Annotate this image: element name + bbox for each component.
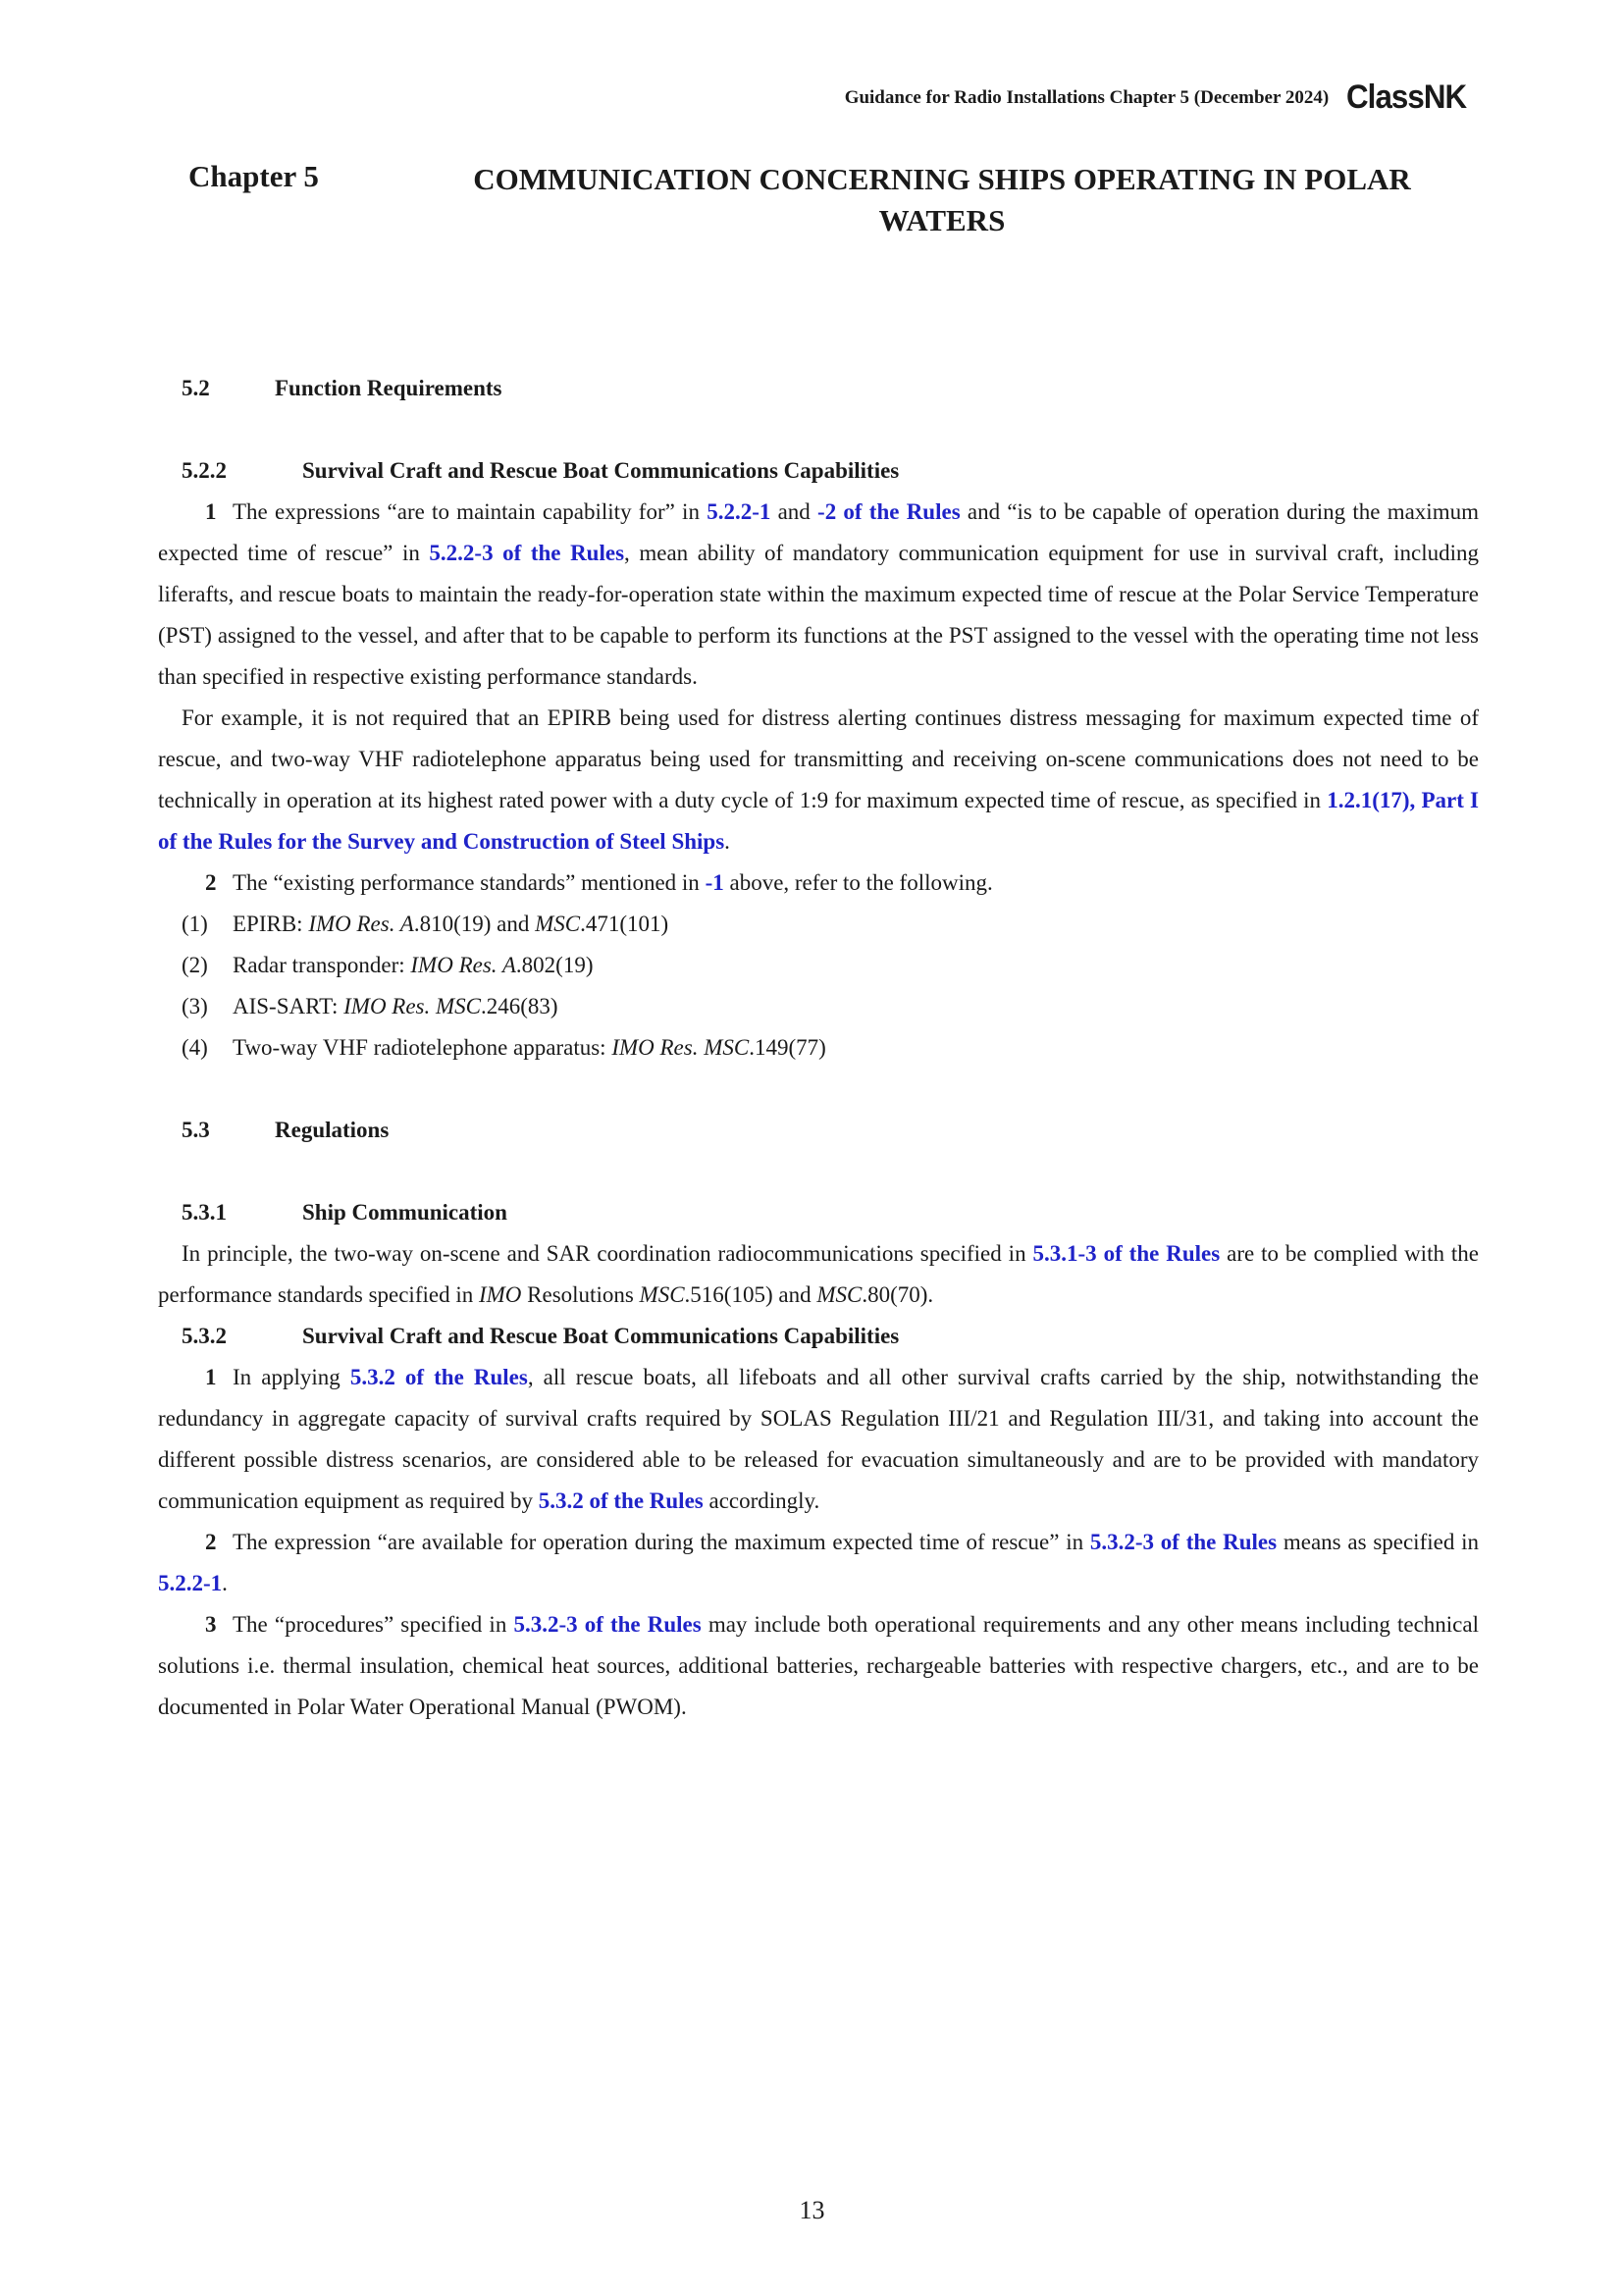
list-item [158, 1027, 1479, 1069]
chapter-heading [188, 159, 1464, 241]
text: .471(101) [580, 912, 669, 936]
text: may include both operational requirements and any other means including technical solutions i.e. thermal insulation, chemical heat sources, additional batteries, rechargeable batteries with respective chargers, etc., and are to be documented in Polar Water Operational Manual (PWOM). [158, 1612, 1479, 1719]
section-number: 5.2.2 [182, 458, 227, 483]
section-heading-5-2 [158, 368, 1479, 409]
text: .80(70). [862, 1282, 934, 1307]
paragraph-5-2-2-2 [158, 862, 1479, 904]
section-title: Ship Communication [302, 1200, 507, 1225]
italic-text: IMO Res. MSC [611, 1035, 750, 1060]
list-item [158, 986, 1479, 1027]
italic-text: MSC [535, 912, 581, 936]
section-title: Survival Craft and Rescue Boat Communications Capabilities [302, 458, 900, 483]
italic-text: MSC [816, 1282, 863, 1307]
paragraph-5-3-2-1 [158, 1357, 1479, 1522]
text: The “existing performance standards” mentioned in [233, 870, 706, 895]
italic-text: IMO Res. MSC [343, 994, 482, 1018]
paragraph-number: 1 [205, 499, 217, 524]
paragraph-5-2-2-1 [158, 492, 1479, 698]
text: The expression “are available for operation during the maximum expected time of rescue” in [233, 1530, 1090, 1554]
paragraph-number: 2 [205, 1530, 217, 1554]
list-item [158, 945, 1479, 986]
rule-link[interactable]: 5.3.1-3 of the Rules [1032, 1241, 1221, 1266]
paragraph-5-3-2-2 [158, 1522, 1479, 1604]
section-heading-5-3-1 [158, 1192, 1479, 1233]
chapter-title: COMMUNICATION CONCERNING SHIPS OPERATING IN POLAR WATERS [473, 162, 1411, 237]
text: and [770, 499, 818, 524]
rule-link[interactable]: 5.3.2-3 of the Rules [1089, 1530, 1278, 1554]
text: .516(105) and [684, 1282, 817, 1307]
section-heading-5-3 [158, 1110, 1479, 1151]
section-title: Survival Craft and Rescue Boat Communications Capabilities [302, 1324, 900, 1348]
text: means as specified in [1277, 1530, 1479, 1554]
paragraph-number: 3 [205, 1612, 217, 1637]
text: EPIRB: [233, 912, 309, 936]
section-heading-5-3-2 [158, 1316, 1479, 1357]
italic-text: IMO Res. A [308, 912, 414, 936]
section-number: 5.2 [182, 376, 210, 400]
text: .246(83) [481, 994, 558, 1018]
text: Resolutions [521, 1282, 640, 1307]
text: are to be complied with the performance standards specified in [158, 1241, 1479, 1307]
text: above, refer to the following. [723, 870, 993, 895]
rule-link[interactable]: 5.3.2 of the Rules [349, 1365, 528, 1389]
italic-text: MSC [639, 1282, 685, 1307]
text: For example, it is not required that an EPIRB being used for distress alerting continues distress messaging for maximum expected time of rescue, and two-way VHF radiotelephone apparatus being used for transmitting and receiving on-scene communications does not need to be technically in operation at its highest rated power with a duty cycle of 1:9 for maximum expected time of rescue, as specified in [158, 705, 1479, 812]
page-number: 13 [799, 2196, 825, 2224]
rule-link[interactable]: 5.2.2-3 of the Rules [429, 541, 625, 565]
section-title: Regulations [275, 1118, 390, 1142]
section-title: Function Requirements [275, 376, 502, 400]
text: and “is to be capable of operation during the maximum expected time of rescue” in [158, 499, 1479, 565]
paragraph-number: 1 [205, 1365, 217, 1389]
rule-link[interactable]: -1 [705, 870, 724, 895]
list-number: (4) [182, 1035, 208, 1060]
chapter-number: Chapter 5 [188, 159, 319, 193]
text: , all rescue boats, all lifeboats and all other survival crafts carried by the ship, notwithstanding the redundancy in aggregate capacity of survival crafts required by SOLAS Regulation III/21 and Regulation III/31, and taking into account the different possible distress scenarios, are considered able to be released for evacuation simultaneously and are to be provided with mandatory communication equipment as required by [158, 1365, 1479, 1513]
text: .810(19) and [413, 912, 536, 936]
classnk-logo: ClassNK [1346, 78, 1467, 116]
list-number: (3) [182, 994, 208, 1018]
text: In principle, the two-way on-scene and SAR coordination radiocommunications specified in [182, 1241, 1033, 1266]
text: Two-way VHF radiotelephone apparatus: [233, 1035, 612, 1060]
paragraph-example [158, 698, 1479, 862]
text: AIS-SART: [233, 994, 344, 1018]
rule-link[interactable]: 5.2.2-1 [707, 499, 771, 524]
text: The expressions “are to maintain capability for” in [233, 499, 707, 524]
text: .802(19) [515, 953, 594, 977]
italic-text: IMO Res. A [410, 953, 516, 977]
list-item [158, 904, 1479, 945]
text: The “procedures” specified in [233, 1612, 514, 1637]
rule-link[interactable]: 5.2.2-1 [158, 1571, 223, 1595]
rule-link[interactable]: 5.3.2-3 of the Rules [513, 1612, 702, 1637]
section-heading-5-2-2 [158, 450, 1479, 492]
text: . [222, 1571, 228, 1595]
page-header [845, 78, 1477, 117]
document-body [158, 368, 1479, 1728]
list-number: (2) [182, 953, 208, 977]
list-number: (1) [182, 912, 208, 936]
rule-link[interactable]: 5.3.2 of the Rules [538, 1488, 704, 1513]
text: accordingly. [703, 1488, 820, 1513]
paragraph-5-3-1 [158, 1233, 1479, 1316]
paragraph-5-3-2-3 [158, 1604, 1479, 1728]
section-number: 5.3.1 [182, 1200, 227, 1225]
section-number: 5.3 [182, 1118, 210, 1142]
text: . [724, 829, 730, 854]
text: In applying [233, 1365, 350, 1389]
text: .149(77) [749, 1035, 826, 1060]
rule-link[interactable]: 1.2.1(17), Part I of the Rules for the Survey and Construction of Steel Ships [158, 788, 1479, 854]
section-number: 5.3.2 [182, 1324, 227, 1348]
paragraph-number: 2 [205, 870, 217, 895]
text: Radar transponder: [233, 953, 411, 977]
running-title: Guidance for Radio Installations Chapter 5 (December 2024) [844, 86, 1330, 108]
italic-text: IMO [478, 1282, 522, 1307]
rule-link[interactable]: -2 of the Rules [817, 499, 961, 524]
text: , mean ability of mandatory communication equipment for use in survival craft, including liferafts, and rescue boats to maintain the ready-for-operation state within the maximum expected time of rescue at the Polar Service Temperature (PST) assigned to the vessel, and after that to be capable to perform its functions at the PST assigned to the vessel with the operating time not less than specified in respective existing performance standards. [158, 541, 1479, 689]
